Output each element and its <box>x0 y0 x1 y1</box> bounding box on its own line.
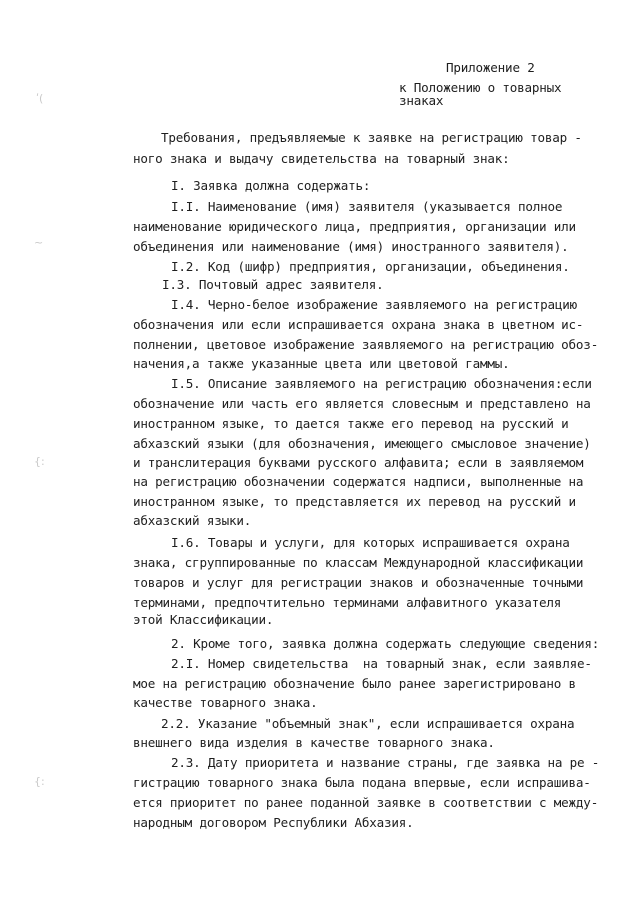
margin-mark: {: <box>34 455 45 468</box>
text-line: ется приоритет по ранее поданной заявке в соответствии с между- <box>133 795 599 810</box>
text-line: начения,а также указанные цвета или цветовой гаммы. <box>133 356 510 371</box>
text-line: 2.2. Указание "объемный знак", если испрашивается охрана <box>161 716 575 731</box>
text-line: внешнего вида изделия в качестве товарного знака. <box>133 735 495 750</box>
text-line: абхазский языки (для обозначения, имеющего смысловое значение) <box>133 436 591 451</box>
text-line: иностранном языке, то дается также его перевод на русский и <box>133 416 569 431</box>
text-line: знака, сгруппированные по классам Международной классификации <box>133 555 584 570</box>
text-line: мое на регистрацию обозначение было ранее зарегистрировано в <box>133 676 576 691</box>
text-line: абхазский языки. <box>133 513 252 528</box>
text-line: I.2. Код (шифр) предприятия, организации, объединения. <box>171 259 570 274</box>
text-line: обозначение или часть его является словесным и представлено на <box>133 396 591 411</box>
text-line: иностранном языке, то представляется их перевод на русский и <box>133 494 576 509</box>
text-line: Требования, предъявляемые к заявке на регистрацию товар - <box>161 130 582 145</box>
text-line: и транслитерация буквами русского алфавита; если в заявляемом <box>133 455 584 470</box>
text-line: I.5. Описание заявляемого на регистрацию обозначения:если <box>171 376 592 391</box>
text-line: обозначения или если испрашивается охрана знака в цветном ис- <box>133 317 584 332</box>
text-line: этой Классификации. <box>133 612 274 627</box>
text-line: I.6. Товары и услуги, для которых испрашивается охрана <box>171 535 570 550</box>
appendix-subtitle: к Положению о товарных <box>399 80 562 95</box>
appendix-title: Приложение 2 <box>446 60 535 75</box>
margin-mark: ʹ( <box>36 92 44 105</box>
text-line: ного знака и выдачу свидетельства на товарный знак: <box>133 151 510 166</box>
text-line: на регистрацию обозначении содержатся надписи, выполненные на <box>133 474 584 489</box>
margin-mark: {: <box>34 775 45 788</box>
text-line: народным договором Республики Абхазия. <box>133 815 414 830</box>
text-line: объединения или наименование (имя) иностранного заявителя). <box>133 239 569 254</box>
text-line: 2.3. Дату приоритета и название страны, где заявка на ре - <box>171 755 600 770</box>
section-heading: I. Заявка должна содержать: <box>171 178 371 193</box>
text-line: гистрацию товарного знака была подана впервые, если испрашива- <box>133 775 591 790</box>
text-line: наименование юридического лица, предприятия, организации или <box>133 219 576 234</box>
margin-mark: ~ <box>34 236 44 249</box>
text-line: I.3. Почтовый адрес заявителя. <box>162 277 384 292</box>
text-line: товаров и услуг для регистрации знаков и обозначенные точными <box>133 575 584 590</box>
section-heading: 2. Кроме того, заявка должна содержать следующие сведения: <box>171 636 600 651</box>
text-line: терминами, предпочтительно терминами алфавитного указателя <box>133 595 562 610</box>
appendix-subtitle: знаках <box>399 93 444 108</box>
text-line: 2.I. Номер свидетельства на товарный знак, если заявляе- <box>171 656 592 671</box>
text-line: полнении, цветовое изображение заявляемого на регистрацию обоз- <box>133 337 599 352</box>
text-line: I.4. Черно-белое изображение заявляемого на регистрацию <box>171 297 578 312</box>
text-line: I.I. Наименование (имя) заявителя (указывается полное <box>171 199 563 214</box>
text-line: качестве товарного знака. <box>133 695 318 710</box>
